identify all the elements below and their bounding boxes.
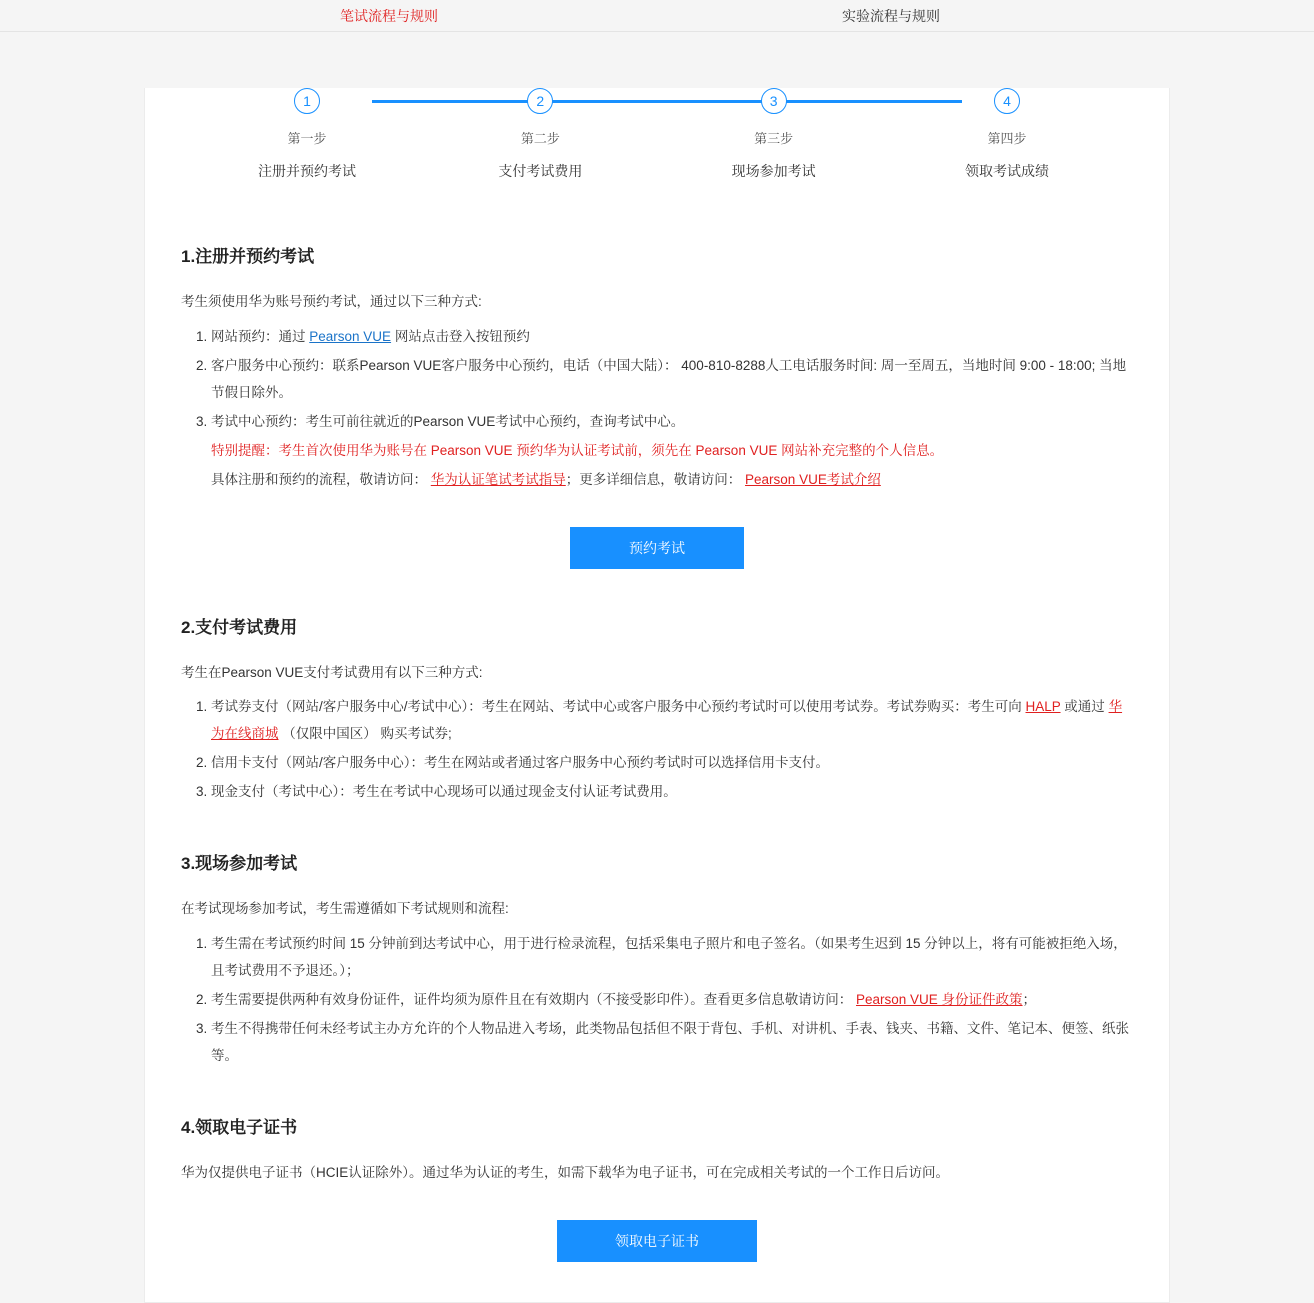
list-item (211, 693, 1133, 747)
section-3-intro: 在考试现场参加考试，考生需遵循如下考试规则和流程: (181, 901, 509, 917)
section-3-item2-pre: 考生需要提供两种有效身份证件，证件均须为原件且在有效期内（不接受影印件）。查看更多信息敬请访问： (211, 991, 856, 1007)
step-3 (684, 88, 864, 181)
section-4-title: 4.领取电子证书 (181, 1117, 298, 1137)
section-2-item1-c: （仅限中国区） 购买考试券; (278, 726, 452, 742)
tab-bar (0, 0, 1314, 32)
section-1-item1-post: 网站点击登入按钮预约 (391, 328, 530, 344)
step-2-label: 支付考试费用 (498, 163, 583, 179)
tab-written-exam[interactable]: 笔试流程与规则 (340, 7, 438, 24)
halp-link[interactable]: HALP (1025, 699, 1061, 715)
huawei-online-store-link[interactable]: 华为在线商城 (211, 699, 1123, 742)
detail-mid-text: ；更多详细信息，敬请访问： (565, 471, 742, 487)
list-item: 2. 信用卡支付（网站/客户服务中心）：考生在网站或者通过客户服务中心预约考试时可以选择信用卡支付。 (211, 749, 1133, 776)
step-2 (450, 88, 630, 181)
section-1-intro: 考生须使用华为账号预约考试，通过以下三种方式: (181, 294, 482, 309)
step-1 (217, 88, 397, 181)
step-3-label: 现场参加考试 (731, 163, 816, 179)
section-4-text: 华为仅提供电子证书（HCIE认证除外）。通过华为认证的考生，如需下载华为电子证书，可在完成相关考试的一个工作日后访问。 (181, 1164, 950, 1180)
section-2-intro: 考生在Pearson VUE支付考试费用有以下三种方式: (181, 664, 483, 680)
step-2-sub: 第二步 (520, 131, 560, 146)
section-1-item1-pre: 网站预约：通过 (211, 328, 310, 344)
section-3-title: 3.现场参加考试 (181, 854, 298, 874)
book-exam-button[interactable]: 预约考试 (570, 527, 744, 569)
step-4 (917, 88, 1097, 181)
list-item: 3. 现金支付（考试中心）：考生在考试中心现场可以通过现金支付认证考试费用。 (211, 778, 1133, 805)
section-2-item1-a: 考试券支付（网站/客户服务中心/考试中心）：考生在网站、考试中心或客户服务中心预约考试时可以使用考试券。考试券购买：考生可向 (211, 699, 1026, 715)
step-2-number: 2 (527, 88, 553, 114)
content-body (145, 242, 1169, 1262)
step-3-sub: 第三步 (754, 131, 794, 146)
step-3-number: 3 (761, 88, 787, 114)
step-1-sub: 第一步 (287, 131, 327, 146)
special-note-label: 特别提醒： (211, 442, 279, 458)
section-3-item2-post: ； (1022, 991, 1037, 1007)
section-1-title: 1.注册并预约考试 (181, 247, 315, 266)
id-policy-link[interactable]: Pearson VUE 身份证件政策 (856, 991, 1023, 1007)
step-4-label: 领取考试成绩 (964, 163, 1049, 179)
step-1-number: 1 (294, 88, 320, 114)
book-exam-button-wrap (181, 527, 1133, 569)
list-item (211, 323, 1133, 350)
section-1-item3: 考试中心预约：考生可前往就近的Pearson VUE考试中心预约，查询考试中心。 (211, 413, 685, 429)
section-1-list (181, 323, 1133, 493)
content-card (144, 88, 1170, 1303)
step-4-number: 4 (994, 88, 1020, 114)
list-item (211, 986, 1133, 1013)
detail-pre-text: 具体注册和预约的流程，敬请访问： (211, 471, 427, 487)
exam-guide-link[interactable]: 华为认证笔试考试指导 (430, 471, 566, 487)
list-item: 1. 考生需在考试预约时间 15 分钟前到达考试中心，用于进行检录流程，包括采集电子照片和电子签名。（如果考生迟到 15 分钟以上，将有可能被拒绝入场，且考试费用不予退还。）； (211, 930, 1133, 984)
pearson-vue-intro-link[interactable]: Pearson VUE考试介绍 (745, 471, 881, 487)
list-item: 3. 考生不得携带任何未经考试主办方允许的个人物品进入考场，此类物品包括但不限于背包、手机、对讲机、手表、钱夹、书籍、文件、笔记本、便签、纸张等。 (211, 1015, 1133, 1069)
section-2-item1-b: 或通过 (1060, 699, 1109, 715)
section-1-special-note (211, 437, 1133, 464)
progress-stepper (207, 88, 1107, 198)
section-1-detail-links (211, 466, 1133, 493)
special-note-text: 考生首次使用华为账号在 Pearson VUE 预约华为认证考试前，须先在 Pearson VUE 网站补充完整的个人信息。 (278, 442, 944, 458)
get-certificate-button[interactable]: 领取电子证书 (557, 1220, 757, 1262)
list-item (211, 408, 1133, 493)
section-2-title: 2.支付考试费用 (181, 617, 298, 637)
section-3-list (181, 930, 1133, 1069)
pearson-vue-link[interactable]: Pearson VUE (309, 328, 392, 344)
tab-lab-exam[interactable]: 实验流程与规则 (842, 7, 940, 24)
step-1-label: 注册并预约考试 (258, 163, 356, 179)
step-4-sub: 第四步 (987, 131, 1027, 146)
list-item: 2. 客户服务中心预约：联系Pearson VUE客户服务中心预约，电话（中国大陆）： 400-810-8288人工电话服务时间: 周一至周五，当地时间 9:00 - 18:00; 当地节假日除外。 (211, 352, 1133, 406)
get-certificate-button-wrap (181, 1220, 1133, 1262)
section-2-list (181, 693, 1133, 805)
